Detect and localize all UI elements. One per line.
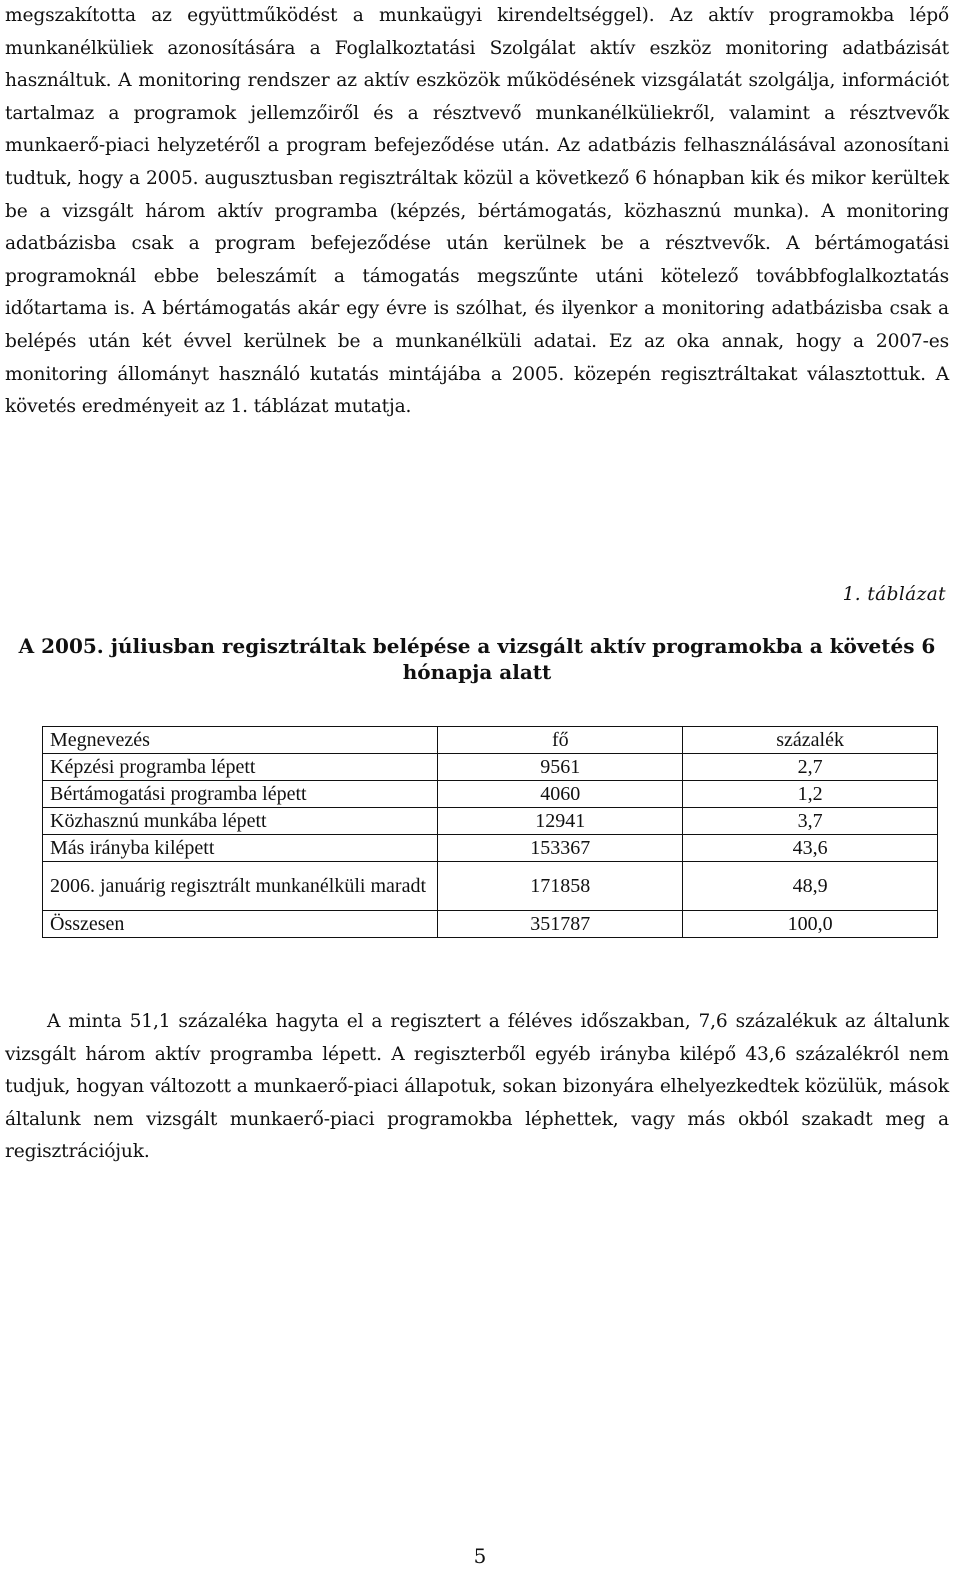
paragraph-intro: megszakította az együttműködést a munkaügyi kirendeltséggel). Az aktív programokba lépő munkanélküliek azonosítására a Foglalkoztatási Szolgálat aktív eszköz monitoring adatbázisát használtuk. A monitoring rendszer az aktív eszközök működésének vizsgálatát szolgálja, információt tartalmaz a programok jellemzőiről és a résztvevő munkanélküliekről, valamint a résztvevők munkaerő-piaci helyzetéről a program befejeződése után. Az adatbázis felhasználásával azonosítani tudtuk, hogy a 2005. augusztusban regisztráltak közül a következő 6 hónapban kik és mikor kerültek be a vizsgált három aktív programba (képzés, bértámogatás, közhasznú munka). A monitoring adatbázisba csak a program befejeződése után kerülnek be a résztvevők. A bértámogatási programoknál ebbe beleszámít a támogatás megszűnte utáni kötelező továbbfoglalkoztatás időtartama is. A bértámogatás akár egy évre is szólhat, és ilyenkor a monitoring adatbázisba csak a belépés után két évvel kerülnek be a munkanélküli adatai. Ez az oka annak, hogy a 2007-es monitoring állományt használó kutatás mintájába a 2005. közepén regisztráltakat választottuk. A követés eredményeit az 1. táblázat mutatja.	[5, 5, 949, 418]
row-label: 2006. januárig regisztrált munkanélküli maradt	[43, 862, 438, 911]
header-cell-name: Megnevezés	[43, 727, 438, 754]
table-row	[43, 781, 938, 808]
header-cell-percent: százalék	[683, 727, 938, 754]
table-row	[43, 754, 938, 781]
table-row	[43, 862, 938, 911]
row-label: Más irányba kilépett	[43, 835, 438, 862]
results-table	[42, 726, 938, 938]
table-row	[43, 835, 938, 862]
row-count: 9561	[438, 754, 683, 781]
table-row	[43, 808, 938, 835]
table-caption: 1. táblázat	[842, 584, 946, 605]
row-percent: 3,7	[683, 808, 938, 835]
row-count: 4060	[438, 781, 683, 808]
row-count: 171858	[438, 862, 683, 911]
total-percent: 100,0	[683, 911, 938, 938]
row-label: Képzési programba lépett	[43, 754, 438, 781]
row-percent: 43,6	[683, 835, 938, 862]
row-count: 153367	[438, 835, 683, 862]
page-number: 5	[473, 1544, 487, 1568]
row-percent: 48,9	[683, 862, 938, 911]
table-header-row	[43, 727, 938, 754]
row-percent: 1,2	[683, 781, 938, 808]
paragraph-summary: A minta 51,1 százaléka hagyta el a regisztert a féléves időszakban, 7,6 százalékuk az általunk vizsgált három aktív programba lépett. A regiszterből egyéb irányba kilépő 43,6 százalékról nem tudjuk, hogyan változott a munkaerő-piaci állapotuk, sokan bizonyára elhelyezkedtek közülük, mások általunk nem vizsgált munkaerő-piaci programokba léphettek, vagy más okból szakadt meg a regisztrációjuk.	[5, 1011, 949, 1163]
row-percent: 2,7	[683, 754, 938, 781]
table-title: A 2005. júliusban regisztráltak belépése a vizsgált aktív programokba a követés 6 hónapja alatt	[18, 634, 936, 684]
header-cell-count: fő	[438, 727, 683, 754]
row-label: Bértámogatási programba lépett	[43, 781, 438, 808]
table-total-row	[43, 911, 938, 938]
total-count: 351787	[438, 911, 683, 938]
row-label: Közhasznú munkába lépett	[43, 808, 438, 835]
total-label: Összesen	[43, 911, 438, 938]
row-count: 12941	[438, 808, 683, 835]
